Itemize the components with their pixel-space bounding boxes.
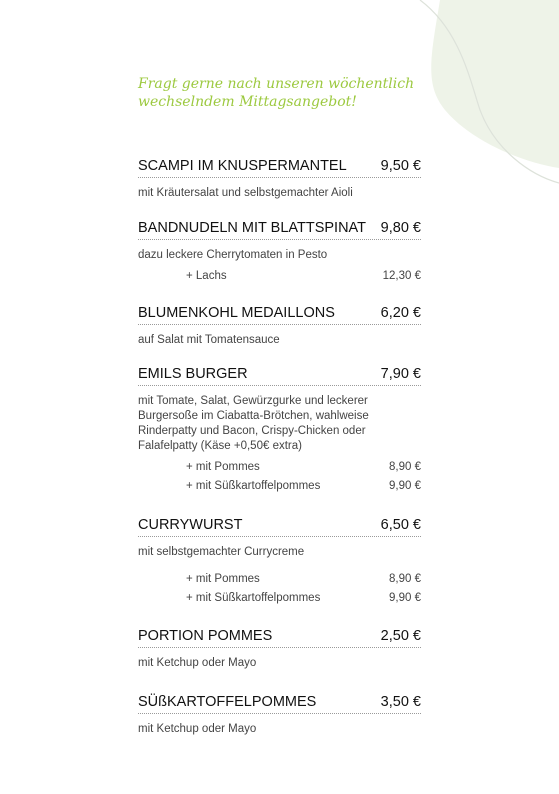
menu-item-description	[138, 394, 421, 454]
extra-option	[138, 570, 421, 589]
menu-item-header	[138, 158, 421, 178]
extra-option	[138, 458, 421, 477]
menu-item	[138, 694, 421, 737]
extra-label: + mit Pommes	[186, 573, 260, 585]
menu-item-price: 6,50 €	[380, 517, 421, 533]
extra-price: 9,90 €	[389, 592, 421, 604]
menu-item	[138, 517, 421, 608]
extra-option	[138, 589, 421, 608]
menu-item-description: mit Kräutersalat und selbstgemachter Aioli	[138, 187, 353, 199]
extra-price: 8,90 €	[389, 573, 421, 585]
extra-price: 9,90 €	[389, 480, 421, 492]
menu-item-name: PORTION POMMES	[138, 628, 273, 644]
menu-item-price: 3,50 €	[380, 694, 421, 710]
tagline-line-2: wechselndem Mittagsangebot!	[138, 94, 357, 110]
menu-item	[138, 366, 421, 496]
extra-label: + mit Süßkartoffelpommes	[186, 592, 321, 604]
menu-item	[138, 305, 421, 348]
menu-item-extras	[138, 458, 421, 496]
green-blob	[431, 0, 559, 168]
tagline	[138, 75, 414, 111]
menu-item-name: SCAMPI IM KNUSPERMANTEL	[138, 158, 347, 174]
tagline-line-1: Fragt gerne nach unseren wöchentlich	[138, 76, 415, 92]
extra-label: + mit Pommes	[186, 461, 260, 473]
menu-item-price: 6,20 €	[380, 305, 421, 321]
menu-item-header	[138, 220, 421, 240]
menu-item-name: SÜßKARTOFFELPOMMES	[138, 694, 317, 710]
description-line: mit Tomate, Salat, Gewürzgurke und leckerer	[138, 395, 368, 407]
menu-item-description: auf Salat mit Tomatensauce	[138, 334, 280, 346]
menu-item	[138, 220, 421, 286]
extra-price: 8,90 €	[389, 461, 421, 473]
menu-item-name: CURRYWURST	[138, 517, 243, 533]
extra-label: + mit Süßkartoffelpommes	[186, 480, 321, 492]
menu-item-price: 7,90 €	[380, 366, 421, 382]
menu-item-header	[138, 366, 421, 386]
menu-item-price: 9,50 €	[380, 158, 421, 174]
extra-price: 12,30 €	[382, 270, 421, 282]
menu-item-extras	[138, 570, 421, 608]
menu-item-name: BLUMENKOHL MEDAILLONS	[138, 305, 335, 321]
menu-item-header	[138, 694, 421, 714]
menu-item-header	[138, 305, 421, 325]
extra-option	[138, 477, 421, 496]
menu-item-description: mit Ketchup oder Mayo	[138, 723, 257, 735]
menu-item	[138, 158, 421, 201]
menu-item-name: BANDNUDELN MIT BLATTSPINAT	[138, 220, 367, 236]
menu-item-header	[138, 517, 421, 537]
extra-label: + Lachs	[186, 270, 227, 282]
menu-item-price: 2,50 €	[380, 628, 421, 644]
menu-item-price: 9,80 €	[380, 220, 421, 236]
menu-item-description: mit Ketchup oder Mayo	[138, 657, 257, 669]
menu-item-header	[138, 628, 421, 648]
description-line: Burgersoße im Ciabatta-Brötchen, wahlweise	[138, 410, 369, 422]
menu-item-description: dazu leckere Cherrytomaten in Pesto	[138, 249, 328, 261]
menu-item-description: mit selbstgemachter Currycreme	[138, 546, 305, 558]
description-line: Rinderpatty und Bacon, Crispy-Chicken oder	[138, 425, 366, 437]
extra-option	[138, 267, 421, 286]
description-line: Falafelpatty (Käse +0,50€ extra)	[138, 440, 302, 452]
menu-item-name: EMILS BURGER	[138, 366, 248, 382]
menu-item-extras	[138, 267, 421, 286]
menu-item	[138, 628, 421, 671]
